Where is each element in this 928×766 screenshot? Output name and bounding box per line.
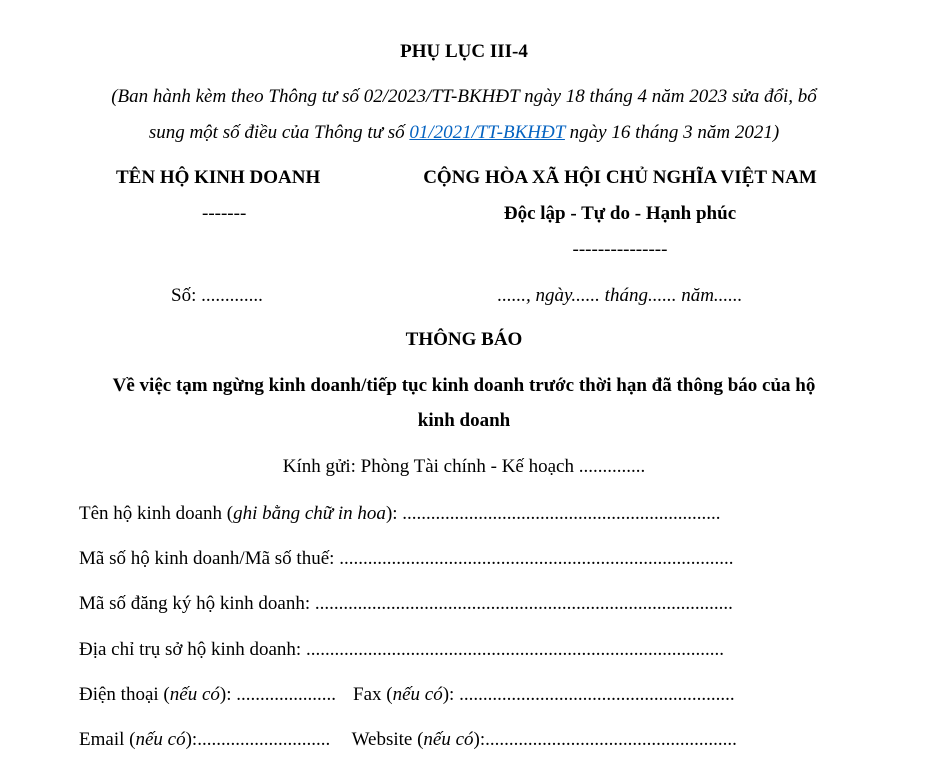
recipient: Kính gửi: Phòng Tài chính - Kế hoạch ..............: [282, 456, 646, 477]
right-divider: ---------------: [572, 239, 668, 260]
appendix-title: PHỤ LỤC III-4: [400, 41, 528, 62]
national-motto: Độc lập - Tự do - Hạnh phúc: [503, 203, 737, 224]
date-line: ......, ngày...... tháng...... năm......: [497, 285, 743, 306]
fax-input[interactable]: ..........................................................: [459, 684, 735, 705]
field-business-name: Tên hộ kinh doanh ( ghi bằng chữ in hoa ): ...................................................................: [79, 502, 781, 526]
left-divider: -------: [202, 203, 247, 224]
circular-link[interactable]: 01/2021/TT-BKHĐT: [409, 122, 565, 143]
business-name-input[interactable]: ...................................................................: [402, 503, 721, 524]
phone-input[interactable]: .....................: [236, 684, 336, 705]
document-number: Số: .............: [171, 285, 263, 306]
issuance-line-1: (Ban hành kèm theo Thông tư số 02/2023/TT-BKHĐT ngày 18 tháng 4 năm 2023 sửa đổi, bổ: [111, 86, 817, 107]
email-input[interactable]: ............................: [197, 729, 331, 750]
address-input[interactable]: ........................................................................................: [305, 639, 724, 660]
subject-line-1: Về việc tạm ngừng kinh doanh/tiếp tục kinh doanh trước thời hạn đã thông báo của hộ: [112, 375, 816, 396]
document-title: THÔNG BÁO: [405, 329, 523, 350]
registration-code-input[interactable]: ........................................................................................: [314, 593, 733, 614]
field-phone-fax: Điện thoại ( nếu có ): ..................... Fax ( nếu có ): ..........................................................: [79, 683, 789, 707]
tax-code-input[interactable]: ...................................................................................: [339, 548, 734, 569]
field-tax-code: Mã số hộ kinh doanh/Mã số thuế: ...................................................................................: [79, 547, 781, 571]
field-email-website: Email ( nếu có ): ............................ Website ( nếu có ): .....................................................: [79, 728, 789, 752]
business-name-header: TÊN HỘ KINH DOANH: [116, 167, 321, 188]
country-name: CỘNG HÒA XÃ HỘI CHỦ NGHĨA VIỆT NAM: [423, 167, 817, 188]
subject-line-2: kinh doanh: [417, 410, 511, 431]
website-input[interactable]: .....................................................: [485, 729, 737, 750]
field-address: Địa chỉ trụ sở hộ kinh doanh: ........................................................................................: [79, 638, 781, 662]
issuance-line-2: sung một số điều của Thông tư số 01/2021/TT-BKHĐT ngày 16 tháng 3 năm 2021): [148, 122, 780, 143]
field-registration-code: Mã số đăng ký hộ kinh doanh: ........................................................................................: [79, 592, 781, 616]
